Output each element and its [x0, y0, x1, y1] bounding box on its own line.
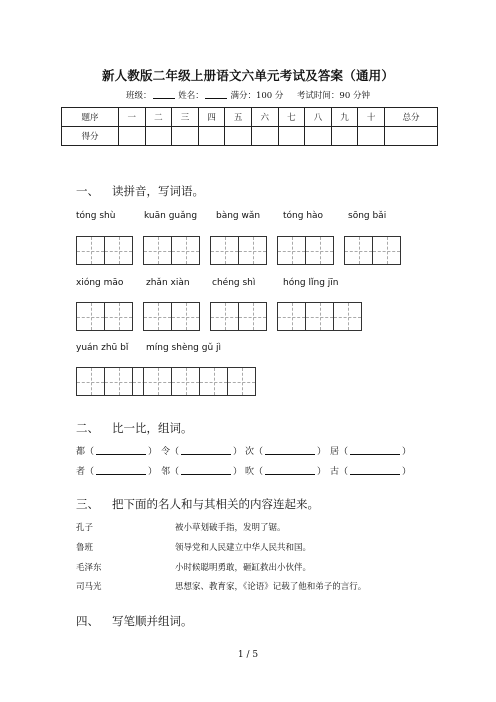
match-left-item[interactable]: 司马光	[76, 582, 102, 592]
exam-info	[0, 89, 496, 101]
character: 都	[76, 447, 86, 457]
writing-cell[interactable]	[305, 236, 334, 265]
writing-cell[interactable]	[104, 236, 133, 265]
writing-cell[interactable]	[76, 367, 105, 396]
writing-cell[interactable]	[238, 302, 267, 331]
score-cell[interactable]	[172, 127, 199, 146]
match-right-item[interactable]: 被小草划破手指，发明了锯。	[175, 523, 286, 533]
pinyin-label: tóng shù	[76, 211, 116, 221]
writing-cell[interactable]	[171, 302, 200, 331]
section-1-heading	[76, 183, 204, 199]
writing-cell[interactable]	[372, 236, 401, 265]
match-right-item[interactable]: 小时候聪明勇敢，砸缸救出小伙伴。	[175, 563, 312, 573]
answer-blank[interactable]	[265, 465, 315, 475]
character: 者	[76, 467, 86, 477]
pinyin-label: zhǎn xiàn	[146, 278, 190, 288]
compare-item: 令（ ）	[161, 447, 243, 457]
writing-cell[interactable]	[210, 236, 239, 265]
col-header: 九	[331, 108, 358, 127]
col-header: 五	[225, 108, 252, 127]
compare-item: 居（ ）	[330, 447, 412, 457]
writing-cell[interactable]	[227, 367, 256, 396]
compare-item: 吹（ ）	[245, 467, 327, 477]
score-cell[interactable]	[198, 127, 225, 146]
pinyin-label: míng shèng gǔ jì	[146, 343, 222, 353]
writing-grid[interactable]	[277, 236, 334, 265]
writing-cell[interactable]	[277, 302, 306, 331]
writing-grid[interactable]	[143, 367, 256, 396]
answer-blank[interactable]	[350, 445, 400, 455]
character: 邻	[161, 467, 171, 477]
col-header: 七	[278, 108, 305, 127]
col-header: 一	[119, 108, 146, 127]
match-right-item[interactable]: 思想家、教育家，《论语》记载了他和弟子的言行。	[175, 582, 367, 592]
row-label-order: 题序	[62, 108, 119, 127]
compare-item: 邻（ ）	[161, 467, 243, 477]
character: 令	[161, 447, 171, 457]
writing-cell[interactable]	[104, 367, 133, 396]
writing-cell[interactable]	[143, 236, 172, 265]
writing-cell[interactable]	[344, 236, 373, 265]
pinyin-label: hóng lǐng jīn	[283, 278, 339, 288]
col-header: 十	[358, 108, 385, 127]
writing-cell[interactable]	[171, 367, 200, 396]
section-4-heading	[76, 613, 193, 629]
writing-cell[interactable]	[305, 302, 334, 331]
class-blank	[153, 89, 175, 99]
score-cell[interactable]	[278, 127, 305, 146]
section-title: 比一比，组词。	[112, 421, 193, 435]
pinyin-label: xióng māo	[76, 278, 124, 288]
col-header-total: 总分	[385, 108, 438, 127]
col-header: 三	[172, 108, 199, 127]
character: 古	[330, 467, 340, 477]
section-title: 写笔顺并组词。	[112, 614, 193, 628]
writing-cell[interactable]	[104, 302, 133, 331]
score-cell[interactable]	[119, 127, 146, 146]
match-left-item[interactable]: 毛泽东	[76, 563, 102, 573]
score-cell[interactable]	[145, 127, 172, 146]
answer-blank[interactable]	[181, 445, 231, 455]
pinyin-label: sōng bǎi	[348, 211, 387, 221]
compare-item: 古（ ）	[330, 467, 412, 477]
section-number: 三、	[76, 497, 99, 511]
writing-cell[interactable]	[238, 236, 267, 265]
score-cell[interactable]	[251, 127, 278, 146]
score-cell[interactable]	[225, 127, 252, 146]
score-cell[interactable]	[358, 127, 385, 146]
score-table-header-row	[62, 108, 438, 127]
writing-cell[interactable]	[210, 302, 239, 331]
writing-cell[interactable]	[143, 302, 172, 331]
name-blank	[205, 89, 227, 99]
writing-cell[interactable]	[199, 367, 228, 396]
match-left-item[interactable]: 孔子	[76, 523, 94, 533]
writing-cell[interactable]	[171, 236, 200, 265]
writing-grid[interactable]	[143, 302, 200, 331]
compare-row-1: 都（ ）	[76, 447, 158, 457]
match-left-item[interactable]: 鲁班	[76, 543, 94, 553]
writing-grid[interactable]	[210, 302, 267, 331]
writing-cell[interactable]	[143, 367, 172, 396]
writing-grid[interactable]	[277, 302, 362, 331]
document-title: 新人教版二年级上册语文六单元考试及答案（通用）	[101, 68, 395, 83]
page-number: 1 / 5	[237, 650, 259, 660]
character: 吹	[245, 467, 255, 477]
section-3-heading	[76, 496, 319, 512]
answer-blank[interactable]	[265, 445, 315, 455]
compare-item: 次（ ）	[245, 447, 327, 457]
section-number: 二、	[76, 421, 99, 435]
score-cell-total[interactable]	[385, 127, 438, 146]
writing-cell[interactable]	[333, 302, 362, 331]
col-header: 二	[145, 108, 172, 127]
compare-row-2: 者（ ）	[76, 467, 158, 477]
character: 居	[330, 447, 340, 457]
answer-blank[interactable]	[96, 465, 146, 475]
section-title: 把下面的名人和与其相关的内容连起来。	[112, 497, 319, 511]
section-number: 四、	[76, 614, 99, 628]
match-right-item[interactable]: 领导党和人民建立中华人民共和国。	[175, 543, 312, 553]
pinyin-label: tóng hào	[283, 211, 324, 221]
row-label-score: 得分	[62, 127, 119, 146]
writing-grid[interactable]	[344, 236, 401, 265]
section-2-heading	[76, 420, 193, 436]
answer-blank[interactable]	[350, 465, 400, 475]
writing-grid[interactable]	[143, 236, 200, 265]
answer-blank[interactable]	[181, 465, 231, 475]
pinyin-label: bàng wǎn	[216, 211, 261, 221]
writing-grid[interactable]	[76, 236, 133, 265]
score-cell[interactable]	[305, 127, 332, 146]
writing-grid[interactable]	[210, 236, 267, 265]
answer-blank[interactable]	[96, 445, 146, 455]
section-number: 一、	[76, 184, 99, 198]
col-header: 六	[251, 108, 278, 127]
writing-cell[interactable]	[76, 236, 105, 265]
exam-time: 考试时间：90 分钟	[296, 91, 370, 101]
pinyin-label: yuán zhū bǐ	[76, 343, 129, 353]
writing-cell[interactable]	[277, 236, 306, 265]
pinyin-label: chéng shì	[212, 278, 256, 288]
col-header: 四	[198, 108, 225, 127]
score-table-score-row	[62, 127, 438, 146]
col-header: 八	[305, 108, 332, 127]
score-table	[61, 107, 438, 146]
pinyin-label: kuān guǎng	[144, 211, 198, 221]
full-score: 满分：100 分	[230, 91, 284, 101]
name-label: 姓名：	[178, 91, 204, 101]
writing-cell[interactable]	[76, 302, 105, 331]
character: 次	[245, 447, 255, 457]
class-label: 班级：	[126, 91, 152, 101]
section-title: 读拼音，写词语。	[112, 184, 204, 198]
score-cell[interactable]	[331, 127, 358, 146]
writing-grid[interactable]	[76, 302, 133, 331]
